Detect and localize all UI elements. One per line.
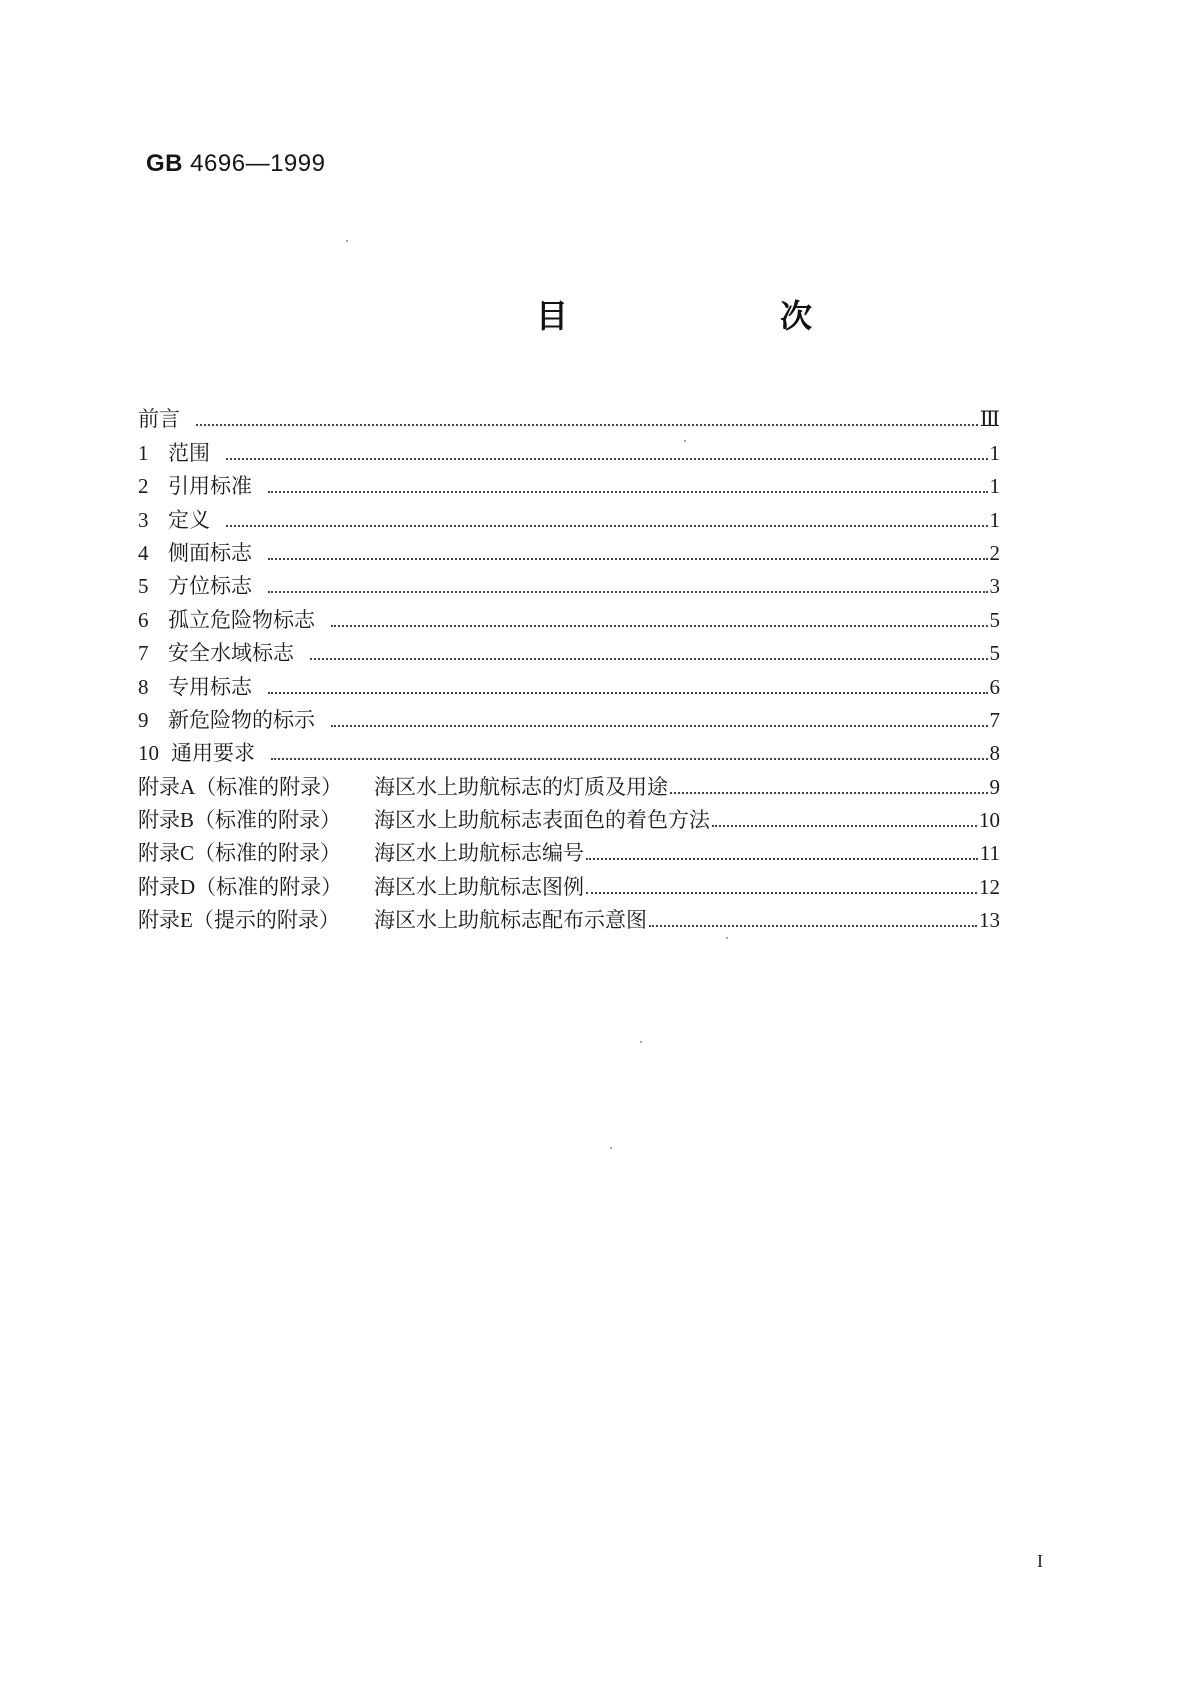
- toc-entry-page: 2: [989, 540, 1000, 565]
- toc-entry-page: 6: [989, 674, 1000, 699]
- toc-dot-leader: [268, 692, 988, 694]
- toc-entry[interactable]: [138, 668, 1000, 701]
- toc-entry-page: 1: [989, 440, 1000, 465]
- toc-dot-leader: [268, 491, 988, 493]
- toc-appendix-category: 附录C（标准的附录）: [138, 841, 342, 866]
- toc-entry-number: 7: [138, 641, 149, 666]
- toc-dot-leader: [670, 792, 988, 794]
- page-title: 目 次: [536, 297, 903, 335]
- toc-appendix-label: 海区水上助航标志配布示意图: [374, 908, 647, 933]
- toc-appendix-label: 海区水上助航标志编号: [374, 841, 584, 866]
- toc-appendix-category: 附录A（标准的附录）: [138, 774, 343, 799]
- toc-dot-leader: [268, 591, 988, 593]
- toc-entry[interactable]: [138, 501, 1000, 534]
- toc-entry-page: Ⅲ: [979, 407, 1000, 432]
- toc-dot-leader: [271, 758, 988, 760]
- toc-entry-label: 专用标志: [168, 674, 252, 699]
- toc-entry-label: 侧面标志: [168, 540, 252, 565]
- toc-entry-label: 引用标准: [168, 474, 252, 499]
- toc-entry-label: 新危险物的标示: [168, 707, 315, 732]
- toc-dot-leader: [586, 892, 977, 894]
- toc-entry-number: 1: [138, 440, 149, 465]
- toc-entry[interactable]: [138, 702, 1000, 735]
- toc-entry[interactable]: [138, 434, 1000, 467]
- toc-entry-number: 10: [138, 741, 159, 766]
- toc-entry-number: 2: [138, 474, 149, 499]
- toc-dot-leader: [226, 458, 988, 460]
- toc-dot-leader: [331, 725, 988, 727]
- toc-appendix-page: 10: [979, 808, 1000, 833]
- toc-appendix-page: 12: [979, 874, 1000, 899]
- toc-entry-label: 安全水域标志: [168, 641, 294, 666]
- toc-entry[interactable]: [138, 601, 1000, 634]
- toc-dot-leader: [226, 525, 988, 527]
- toc-appendix-page: 9: [989, 774, 1000, 799]
- standard-code-prefix: GB: [146, 150, 183, 177]
- toc-entry-label: 方位标志: [168, 574, 252, 599]
- toc-appendix-label: 海区水上助航标志表面色的着色方法: [374, 808, 710, 833]
- toc-entry-label: 通用要求: [171, 741, 255, 766]
- toc-entry-page: 3: [989, 574, 1000, 599]
- toc-entry[interactable]: [138, 468, 1000, 501]
- toc-entry-number: 8: [138, 674, 149, 699]
- toc-entry-label: 定义: [168, 507, 210, 532]
- toc-appendix-category: 附录D（标准的附录）: [138, 874, 343, 899]
- toc-entry[interactable]: [138, 735, 1000, 768]
- toc-entry[interactable]: [138, 568, 1000, 601]
- toc-entry-page: 5: [989, 641, 1000, 666]
- toc-entry-page: 7: [989, 707, 1000, 732]
- toc-entry[interactable]: [138, 535, 1000, 568]
- toc-entry-number: 9: [138, 707, 149, 732]
- toc-entry-number: 3: [138, 507, 149, 532]
- scan-speck: [684, 440, 686, 442]
- toc-appendix-page: 11: [979, 841, 1000, 866]
- toc-entry-number: 5: [138, 574, 149, 599]
- toc-appendix-category: 附录B（标准的附录）: [138, 808, 342, 833]
- toc-entry-page: 1: [989, 507, 1000, 532]
- toc-appendix-page: 13: [979, 908, 1000, 933]
- scan-speck: [346, 240, 348, 242]
- toc-appendix-entry[interactable]: [138, 802, 1000, 835]
- toc-appendix-entry[interactable]: [138, 768, 1000, 801]
- toc-entry[interactable]: [138, 401, 1000, 434]
- toc-dot-leader: [712, 825, 977, 827]
- toc-entry-page: 1: [989, 474, 1000, 499]
- toc-entry[interactable]: [138, 635, 1000, 668]
- toc-appendix-category: 附录E（提示的附录）: [138, 908, 340, 933]
- scan-speck: [726, 937, 728, 939]
- standard-code-number: 4696—1999: [190, 150, 326, 177]
- scan-speck: [640, 1041, 642, 1043]
- toc-entry-number: 6: [138, 607, 149, 632]
- toc-appendix-entry[interactable]: [138, 868, 1000, 901]
- toc-appendix-entry[interactable]: [138, 835, 1000, 868]
- toc-dot-leader: [310, 658, 988, 660]
- toc-dot-leader: [268, 558, 988, 560]
- page-number: I: [1037, 1551, 1043, 1571]
- toc-entry-label: 孤立危险物标志: [168, 607, 315, 632]
- toc-entry-number: 4: [138, 540, 149, 565]
- scan-speck: [610, 1147, 612, 1149]
- toc-entry-label: 范围: [168, 440, 210, 465]
- toc-appendix-label: 海区水上助航标志图例: [374, 874, 584, 899]
- toc-dot-leader: [586, 858, 978, 860]
- toc-entry-label: 前言: [138, 407, 180, 432]
- toc-entry-page: 8: [989, 741, 1000, 766]
- toc-appendix-label: 海区水上助航标志的灯质及用途: [374, 774, 668, 799]
- toc-dot-leader: [649, 925, 977, 927]
- toc-dot-leader: [196, 424, 978, 426]
- table-of-contents: [138, 401, 1000, 935]
- toc-dot-leader: [331, 625, 988, 627]
- toc-appendix-entry[interactable]: [138, 902, 1000, 935]
- standard-code: [146, 150, 325, 178]
- toc-entry-page: 5: [989, 607, 1000, 632]
